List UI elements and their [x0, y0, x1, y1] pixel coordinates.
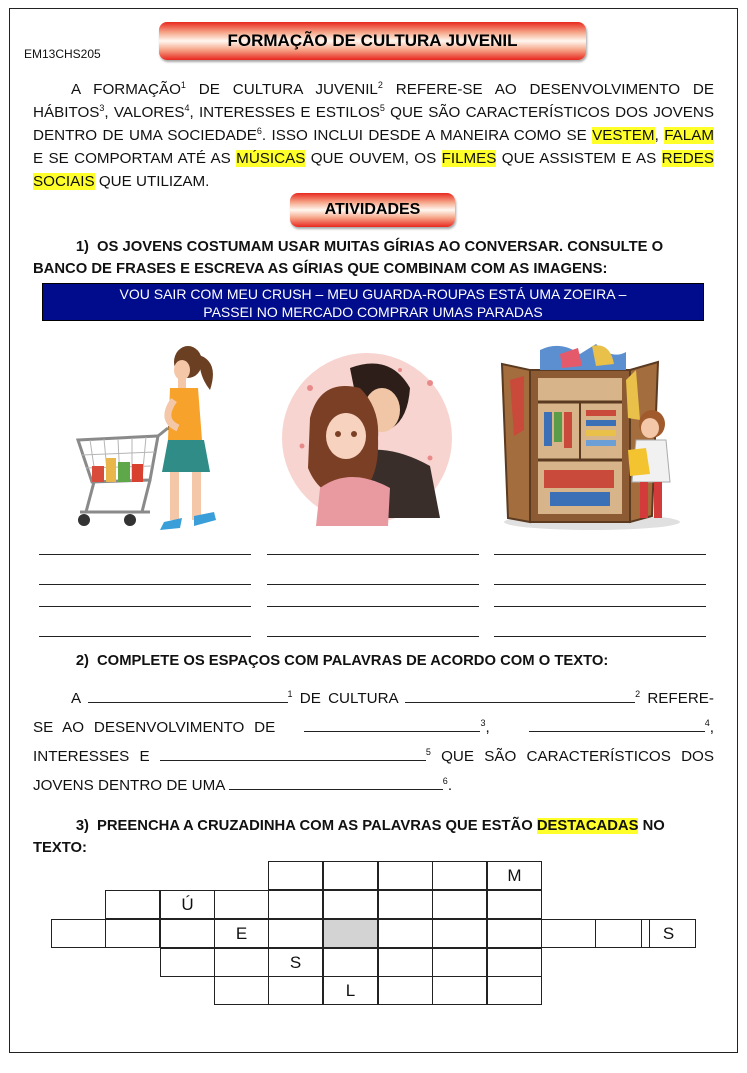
crossword-cell[interactable]: M — [487, 861, 542, 890]
crossword-cell[interactable]: S — [268, 948, 323, 977]
answer-line[interactable] — [267, 636, 479, 637]
crossword-cell[interactable] — [105, 919, 160, 948]
blank-6[interactable] — [229, 775, 443, 790]
crossword-cell[interactable] — [432, 890, 487, 919]
answer-line[interactable] — [267, 584, 479, 585]
crossword-cell[interactable]: S — [641, 919, 696, 948]
answer-line[interactable] — [494, 636, 706, 637]
highlight-filmes: FILMES — [441, 150, 497, 167]
highlight-redes-sociais: REDES SOCIAIS — [33, 150, 714, 190]
answer-line[interactable] — [267, 554, 479, 555]
highlight-vestem: VESTEM — [592, 127, 655, 144]
crossword-cell[interactable] — [105, 890, 160, 919]
answer-line[interactable] — [494, 554, 706, 555]
answer-line[interactable] — [39, 606, 251, 607]
answer-line[interactable] — [267, 606, 479, 607]
crossword-cell[interactable] — [214, 890, 269, 919]
crossword-cell[interactable] — [378, 861, 433, 890]
blank-4[interactable] — [529, 717, 705, 732]
intro-paragraph: A FORMAÇÃO$^1$ DE CULTURA JUVENIL$^2$ REFERE-SE AO DESENVOLVIMENTO DE HÁBITOS$^3$, VALORES$^4$, INTERESSES E ESTILOS$^5$ QUE SÃO CARACTERÍSTICOS DOS JOVENS DENTRO DE UMA SOCIEDADE$^6$. ISSO INCLUI DESDE A MANEIRA COMO SE VESTEM, FALAM E SE COMPORTAM ATÉ AS MÚSICAS QUE OUVEM, OS FILMES QUE ASSISTEM E AS REDES SOCIAIS QUE UTILIZAM. — [33, 79, 715, 190]
crossword-cell[interactable] — [432, 919, 487, 948]
crossword-cell[interactable] — [541, 919, 596, 948]
crossword-cell[interactable]: L — [323, 976, 378, 1005]
answer-line[interactable] — [494, 606, 706, 607]
crossword-cell[interactable] — [323, 948, 378, 977]
phrase-bank: VOU SAIR COM MEU CRUSH – MEU GUARDA-ROUPAS ESTÁ UMA ZOEIRA – PASSEI NO MERCADO COMPRAR UMAS PARADAS — [42, 283, 704, 321]
answer-line[interactable] — [39, 636, 251, 637]
crossword-cell[interactable] — [323, 890, 378, 919]
crossword-cell[interactable] — [214, 948, 269, 977]
crossword-cell[interactable] — [268, 976, 323, 1005]
crossword-cell[interactable] — [432, 976, 487, 1005]
crossword-cell[interactable] — [432, 861, 487, 890]
crossword-cell[interactable] — [378, 948, 433, 977]
crossword-cell[interactable] — [487, 919, 542, 948]
activities-title: ATIVIDADES — [290, 193, 455, 227]
blank-5[interactable] — [160, 746, 426, 761]
question-2: 2) COMPLETE OS ESPAÇOS COM PALAVRAS DE ACORDO COM O TEXTO: — [75, 653, 609, 669]
fill-in-paragraph: A $^1$ DE CULTURA $^2$ REFERE-SE AO DESENVOLVIMENTO DE $^3$, $^4$, INTERESSES E $^5$ QUE SÃO CARACTERÍSTICOS DOS JOVENS DENTRO DE UMA $^6$. — [33, 688, 715, 794]
blank-1[interactable] — [88, 688, 288, 703]
blank-3[interactable] — [304, 717, 480, 732]
skill-code: EM13CHS205 — [24, 47, 101, 61]
crossword-cell[interactable] — [487, 890, 542, 919]
answer-line[interactable] — [39, 554, 251, 555]
crossword-cell-shaded[interactable] — [323, 919, 378, 948]
crossword-cell[interactable] — [487, 976, 542, 1005]
page-title: FORMAÇÃO DE CULTURA JUVENIL — [159, 22, 586, 60]
crossword-cell[interactable] — [51, 919, 106, 948]
couple-crush-illustration — [280, 348, 455, 528]
blank-2[interactable] — [405, 688, 635, 703]
messy-wardrobe-illustration — [500, 340, 685, 535]
highlight-falam: FALAM — [664, 127, 715, 144]
crossword-cell[interactable] — [160, 919, 215, 948]
crossword-cell[interactable] — [432, 948, 487, 977]
crossword-cell[interactable] — [378, 890, 433, 919]
crossword-cell[interactable] — [160, 948, 215, 977]
crossword-cell[interactable] — [214, 976, 269, 1005]
shopping-cart-girl-illustration — [70, 340, 255, 535]
crossword-cell[interactable] — [268, 861, 323, 890]
answer-line[interactable] — [494, 584, 706, 585]
question-3: 3) PREENCHA A CRUZADINHA COM AS PALAVRAS QUE ESTÃO DESTACADAS NO TEXTO: — [33, 818, 665, 856]
crossword-cell[interactable] — [268, 890, 323, 919]
crossword-cell[interactable] — [378, 976, 433, 1005]
crossword-cell[interactable] — [323, 861, 378, 890]
answer-line[interactable] — [39, 584, 251, 585]
crossword-cell[interactable] — [268, 919, 323, 948]
crossword-cell[interactable] — [378, 919, 433, 948]
crossword-cell[interactable]: Ú — [160, 890, 215, 919]
crossword-cell[interactable]: E — [214, 919, 269, 948]
crossword-cell[interactable] — [487, 948, 542, 977]
highlight-musicas: MÚSICAS — [236, 150, 306, 167]
question-1: 1) OS JOVENS COSTUMAM USAR MUITAS GÍRIAS AO CONVERSAR. CONSULTE O BANCO DE FRASES E ESCREVA AS GÍRIAS QUE COMBINAM COM AS IMAGENS: — [33, 239, 664, 277]
